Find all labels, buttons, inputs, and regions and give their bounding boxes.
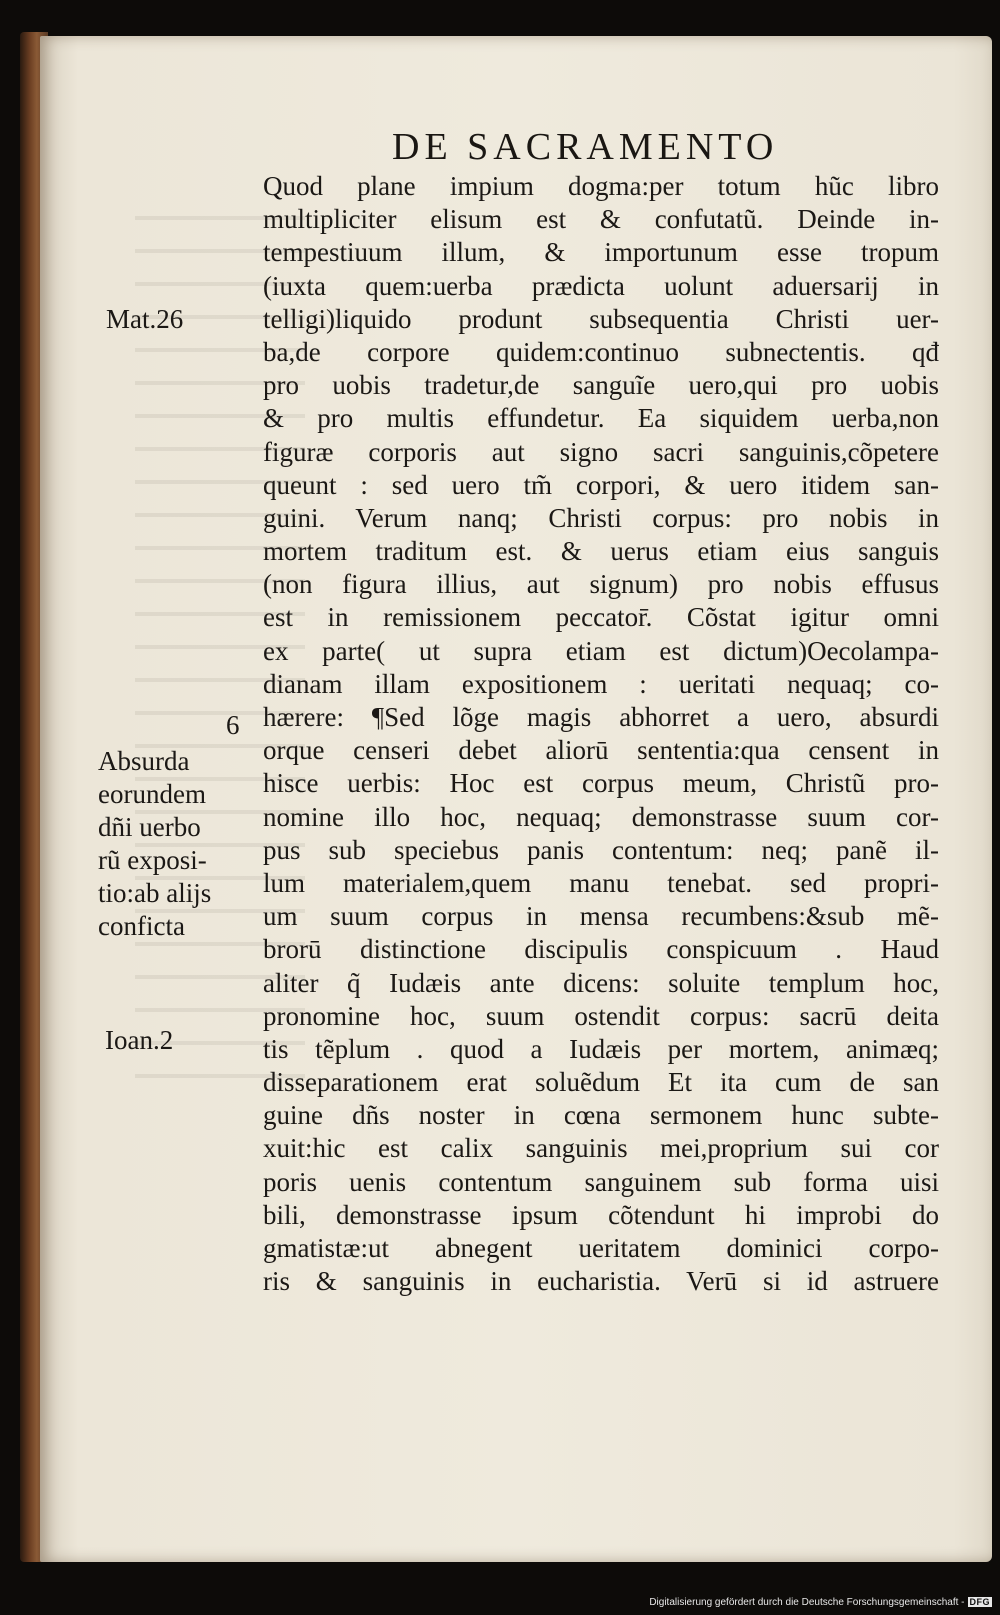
text-line: gmatistæ:ut abnegent ueritatem dominici corpo- xyxy=(263,1233,939,1263)
text-line: um suum corpus in mensa recumbens:&sub mẽ- xyxy=(263,901,939,932)
text-line: guine dñs noster in cœna sermonem hunc subte- xyxy=(263,1100,939,1131)
text-line: mortem traditum est. & uerus etiam eius sanguis xyxy=(263,536,939,567)
text-line: aliter q̃ Iudæis ante dicens: soluite templum hoc, xyxy=(263,967,939,998)
margin-section-number: 6 xyxy=(226,710,240,740)
margin-reference-matthew: Mat.26 xyxy=(106,304,184,334)
margin-reference-john: Ioan.2 xyxy=(105,1025,174,1055)
text-line: Quod plane impium dogma:per totum hũc libro xyxy=(263,171,939,201)
text-line: ris & sanguinis in eucharistia. Verū si id astruere xyxy=(263,1266,939,1297)
text-line: est in remissionem peccator̄. Cõstat igitur omni xyxy=(263,602,939,633)
dfg-logo: DFG xyxy=(969,1597,990,1607)
text-line: telligi)liquido produnt subsequentia Christi uer- xyxy=(263,303,939,334)
text-line: lum materialem,quem manu tenebat. sed propri- xyxy=(263,867,939,898)
text-line: xuit:hic est calix sanguinis mei,proprium sui cor xyxy=(263,1133,939,1164)
text-line: (non figura illius, aut signum) pro nobis effusus xyxy=(263,569,939,600)
text-line: tempestiuum illum, & importunum esse tropum xyxy=(263,237,939,268)
text-line: multipliciter elisum est & confutatũ. Deinde in- xyxy=(263,204,939,235)
text-line: pus sub speciebus panis contentum: neq; panẽ il- xyxy=(263,834,939,865)
text-line: bili, demonstrasse ipsum cõtendunt hi improbi do xyxy=(263,1199,939,1230)
text-line: hærere: ¶Sed lõge magis abhorret a uero, absurdi xyxy=(263,702,939,732)
text-line: orque censeri debet aliorū sententia:qua censent in xyxy=(263,735,939,766)
text-line: pro uobis tradetur,de sanguĩe uero,qui pro uobis xyxy=(263,370,939,401)
credit-text: Digitalisierung gefördert durch die Deutsche Forschungsgemeinschaft - xyxy=(649,1597,965,1608)
text-line: pronomine hoc, suum ostendit corpus: sacrū deita xyxy=(263,1000,939,1031)
text-line: nomine illo hoc, nequaq; demonstrasse suum cor- xyxy=(263,801,939,832)
text-line: & pro multis effundetur. Ea siquidem uerba,non xyxy=(263,403,939,434)
text-line: brorū distinctione discipulis conspicuum . Haud xyxy=(263,934,939,965)
text-line: hisce uerbis: Hoc est corpus meum, Christũ pro- xyxy=(263,768,939,799)
text-line: figuræ corporis aut signo sacri sanguinis,cõpetere xyxy=(263,436,939,467)
page-header: DE SACRAMENTO xyxy=(392,126,779,168)
text-line: ba,de corpore quidem:continuo subnectentis. qđ xyxy=(263,336,939,367)
margin-note-line: rũ exposi- xyxy=(98,845,207,875)
margin-note-line: Absurda xyxy=(98,746,190,776)
margin-note-line: tio:ab alijs xyxy=(98,878,212,908)
margin-note-line: eorundem xyxy=(98,779,206,809)
text-line: disseparationem erat soluẽdum Et ita cum de san xyxy=(263,1067,939,1098)
digitization-credit xyxy=(649,1597,992,1608)
margin-note-line: dñi uerbo xyxy=(98,812,201,842)
text-line: ex parte( ut supra etiam est dictum)Oecolampa- xyxy=(263,635,939,666)
margin-note-line: conficta xyxy=(98,911,185,941)
text-line: poris uenis contentum sanguinem sub forma uisi xyxy=(263,1166,939,1197)
text-line: dianam illam expositionem : ueritati nequaq; co- xyxy=(263,668,939,699)
body-text xyxy=(263,170,939,1298)
text-line: (iuxta quem:uerba prædicta uolunt aduersarij in xyxy=(263,270,939,301)
text-line: tis tẽplum . quod a Iudæis per mortem, animæq; xyxy=(263,1033,939,1064)
text-line: guini. Verum nanq; Christi corpus: pro nobis in xyxy=(263,502,939,533)
text-line: queunt : sed uero tm̃ corpori, & uero itidem san- xyxy=(263,469,939,500)
margin-note xyxy=(98,745,258,943)
